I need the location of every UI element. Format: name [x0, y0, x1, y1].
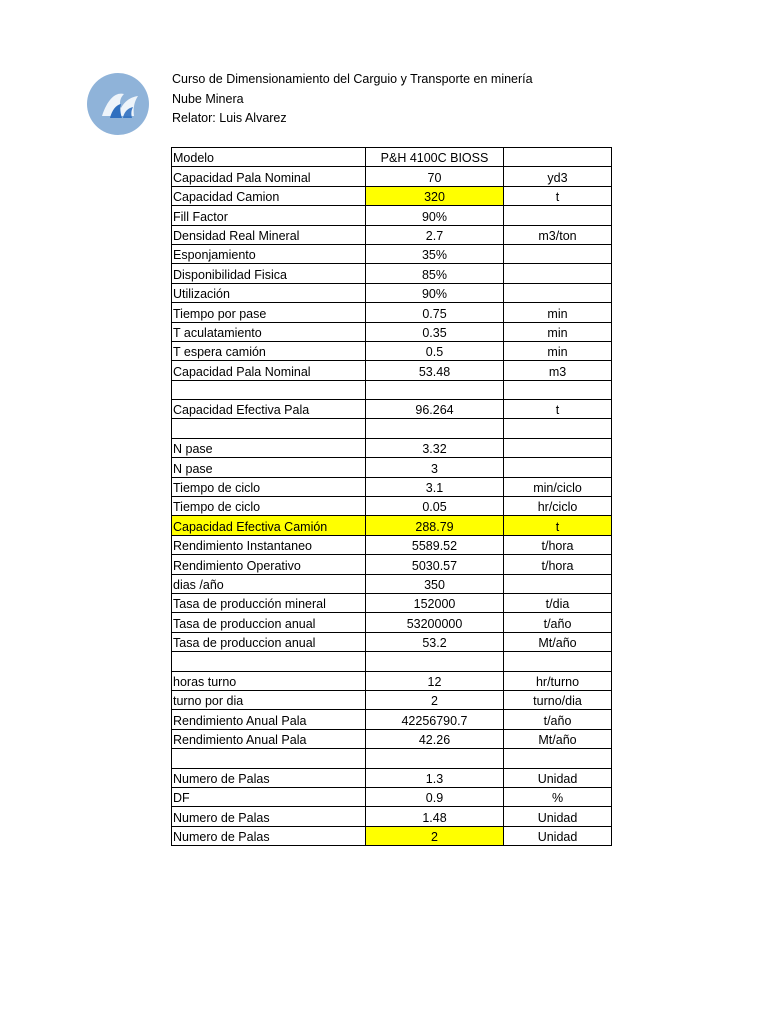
- row-unit-cell: min: [504, 322, 612, 341]
- row-label-cell: Tasa de produccion anual: [172, 632, 366, 651]
- row-value-cell: 1.48: [366, 807, 504, 826]
- row-value-cell: 350: [366, 574, 504, 593]
- row-value-cell: 12: [366, 671, 504, 690]
- table-row: [172, 516, 612, 535]
- row-unit-cell: hr/turno: [504, 671, 612, 690]
- organization-name: Nube Minera: [172, 91, 244, 106]
- row-label-cell: turno por dia: [172, 690, 366, 709]
- row-unit-cell: [504, 380, 612, 399]
- table-row: [172, 186, 612, 205]
- row-value-cell: 0.35: [366, 322, 504, 341]
- row-label-cell: N pase: [172, 458, 366, 477]
- table-row: [172, 613, 612, 632]
- row-label-cell: Utilización: [172, 283, 366, 302]
- row-label-cell: Tasa de producción mineral: [172, 593, 366, 612]
- row-unit-cell: Unidad: [504, 768, 612, 787]
- row-label-cell: Modelo: [172, 148, 366, 167]
- table-row: [172, 458, 612, 477]
- row-unit-cell: Mt/año: [504, 729, 612, 748]
- row-unit-cell: t/año: [504, 710, 612, 729]
- presenter-line: Relator: Luis Alvarez: [172, 111, 287, 125]
- row-label-cell: N pase: [172, 438, 366, 457]
- table-row: [172, 341, 612, 360]
- row-value-cell: 2.7: [366, 225, 504, 244]
- table-row: [172, 380, 612, 399]
- row-value-cell: 0.9: [366, 787, 504, 806]
- row-unit-cell: min: [504, 341, 612, 360]
- row-unit-cell: [504, 652, 612, 671]
- row-value-cell: 320: [366, 186, 504, 205]
- row-value-cell: 42.26: [366, 729, 504, 748]
- row-value-cell: 53.48: [366, 361, 504, 380]
- row-value-cell: 1.3: [366, 768, 504, 787]
- row-value-cell: 70: [366, 167, 504, 186]
- row-label-cell: T aculatamiento: [172, 322, 366, 341]
- table-row: [172, 787, 612, 806]
- table-row: [172, 807, 612, 826]
- table-row: [172, 477, 612, 496]
- course-title: Curso de Dimensionamiento del Carguio y Transporte en minería: [172, 72, 533, 86]
- row-value-cell: 3.32: [366, 438, 504, 457]
- row-value-cell: 2: [366, 690, 504, 709]
- row-unit-cell: [504, 283, 612, 302]
- row-label-cell: Tiempo por pase: [172, 303, 366, 322]
- table-row: [172, 206, 612, 225]
- row-value-cell: 288.79: [366, 516, 504, 535]
- table-row: [172, 749, 612, 768]
- row-label-cell: Capacidad Efectiva Camión: [172, 516, 366, 535]
- table-row: [172, 244, 612, 263]
- row-value-cell: 42256790.7: [366, 710, 504, 729]
- table-row: [172, 574, 612, 593]
- row-label-cell: Tasa de produccion anual: [172, 613, 366, 632]
- row-label-cell: Rendimiento Operativo: [172, 555, 366, 574]
- table-row: [172, 497, 612, 516]
- row-unit-cell: [504, 438, 612, 457]
- row-unit-cell: t: [504, 186, 612, 205]
- row-label-cell: Numero de Palas: [172, 826, 366, 845]
- row-unit-cell: [504, 148, 612, 167]
- table-row: [172, 826, 612, 845]
- row-unit-cell: t/año: [504, 613, 612, 632]
- table-row: [172, 322, 612, 341]
- row-value-cell: 0.5: [366, 341, 504, 360]
- row-unit-cell: [504, 419, 612, 438]
- row-label-cell: Fill Factor: [172, 206, 366, 225]
- table-row: [172, 729, 612, 748]
- row-value-cell: 53200000: [366, 613, 504, 632]
- row-unit-cell: t: [504, 516, 612, 535]
- table-row: [172, 167, 612, 186]
- row-value-cell: 35%: [366, 244, 504, 263]
- row-value-cell: 90%: [366, 283, 504, 302]
- row-label-cell: Rendimiento Instantaneo: [172, 535, 366, 554]
- row-value-cell: 53.2: [366, 632, 504, 651]
- row-label-cell: [172, 652, 366, 671]
- row-unit-cell: [504, 244, 612, 263]
- row-label-cell: Rendimiento Anual Pala: [172, 710, 366, 729]
- row-label-cell: T espera camión: [172, 341, 366, 360]
- row-value-cell: 5030.57: [366, 555, 504, 574]
- table-row: [172, 671, 612, 690]
- row-unit-cell: [504, 206, 612, 225]
- row-label-cell: Tiempo de ciclo: [172, 497, 366, 516]
- row-unit-cell: t: [504, 400, 612, 419]
- row-unit-cell: t/hora: [504, 555, 612, 574]
- row-label-cell: [172, 419, 366, 438]
- logo-icon: [86, 72, 150, 136]
- table-row: [172, 419, 612, 438]
- row-label-cell: Tiempo de ciclo: [172, 477, 366, 496]
- row-value-cell: [366, 652, 504, 671]
- sizing-table: [171, 147, 612, 846]
- row-unit-cell: Unidad: [504, 826, 612, 845]
- row-unit-cell: [504, 749, 612, 768]
- row-value-cell: 85%: [366, 264, 504, 283]
- row-unit-cell: min: [504, 303, 612, 322]
- row-value-cell: 90%: [366, 206, 504, 225]
- row-unit-cell: Mt/año: [504, 632, 612, 651]
- row-label-cell: Capacidad Camion: [172, 186, 366, 205]
- table-row: [172, 555, 612, 574]
- row-label-cell: Numero de Palas: [172, 807, 366, 826]
- table-row: [172, 438, 612, 457]
- table-row: [172, 361, 612, 380]
- row-value-cell: [366, 419, 504, 438]
- row-unit-cell: t/hora: [504, 535, 612, 554]
- table-row: [172, 710, 612, 729]
- row-value-cell: 0.05: [366, 497, 504, 516]
- table-row: [172, 283, 612, 302]
- table-row: [172, 264, 612, 283]
- table-row: [172, 225, 612, 244]
- row-unit-cell: %: [504, 787, 612, 806]
- row-unit-cell: hr/ciclo: [504, 497, 612, 516]
- row-unit-cell: [504, 458, 612, 477]
- row-unit-cell: [504, 574, 612, 593]
- table-row: [172, 535, 612, 554]
- table-row: [172, 148, 612, 167]
- table-row: [172, 400, 612, 419]
- row-unit-cell: Unidad: [504, 807, 612, 826]
- row-value-cell: 0.75: [366, 303, 504, 322]
- row-label-cell: Capacidad Efectiva Pala: [172, 400, 366, 419]
- row-unit-cell: turno/dia: [504, 690, 612, 709]
- table-row: [172, 652, 612, 671]
- row-label-cell: DF: [172, 787, 366, 806]
- table-row: [172, 632, 612, 651]
- row-value-cell: [366, 749, 504, 768]
- row-label-cell: horas turno: [172, 671, 366, 690]
- row-unit-cell: t/dia: [504, 593, 612, 612]
- document-header: [172, 70, 533, 129]
- row-label-cell: Densidad Real Mineral: [172, 225, 366, 244]
- row-unit-cell: [504, 264, 612, 283]
- row-label-cell: Capacidad Pala Nominal: [172, 167, 366, 186]
- row-value-cell: 2: [366, 826, 504, 845]
- row-label-cell: dias /año: [172, 574, 366, 593]
- row-label-cell: [172, 749, 366, 768]
- row-value-cell: [366, 380, 504, 399]
- row-value-cell: 5589.52: [366, 535, 504, 554]
- row-value-cell: P&H 4100C BIOSS: [366, 148, 504, 167]
- row-label-cell: Numero de Palas: [172, 768, 366, 787]
- table-row: [172, 593, 612, 612]
- table-row: [172, 690, 612, 709]
- row-label-cell: [172, 380, 366, 399]
- nube-minera-logo: [86, 72, 150, 136]
- row-label-cell: Rendimiento Anual Pala: [172, 729, 366, 748]
- row-unit-cell: min/ciclo: [504, 477, 612, 496]
- row-label-cell: Esponjamiento: [172, 244, 366, 263]
- row-value-cell: 152000: [366, 593, 504, 612]
- row-label-cell: Disponibilidad Fisica: [172, 264, 366, 283]
- table-row: [172, 303, 612, 322]
- row-unit-cell: m3/ton: [504, 225, 612, 244]
- sizing-table-body: [172, 148, 612, 846]
- row-unit-cell: yd3: [504, 167, 612, 186]
- row-label-cell: Capacidad Pala Nominal: [172, 361, 366, 380]
- row-unit-cell: m3: [504, 361, 612, 380]
- row-value-cell: 3: [366, 458, 504, 477]
- row-value-cell: 96.264: [366, 400, 504, 419]
- table-row: [172, 768, 612, 787]
- row-value-cell: 3.1: [366, 477, 504, 496]
